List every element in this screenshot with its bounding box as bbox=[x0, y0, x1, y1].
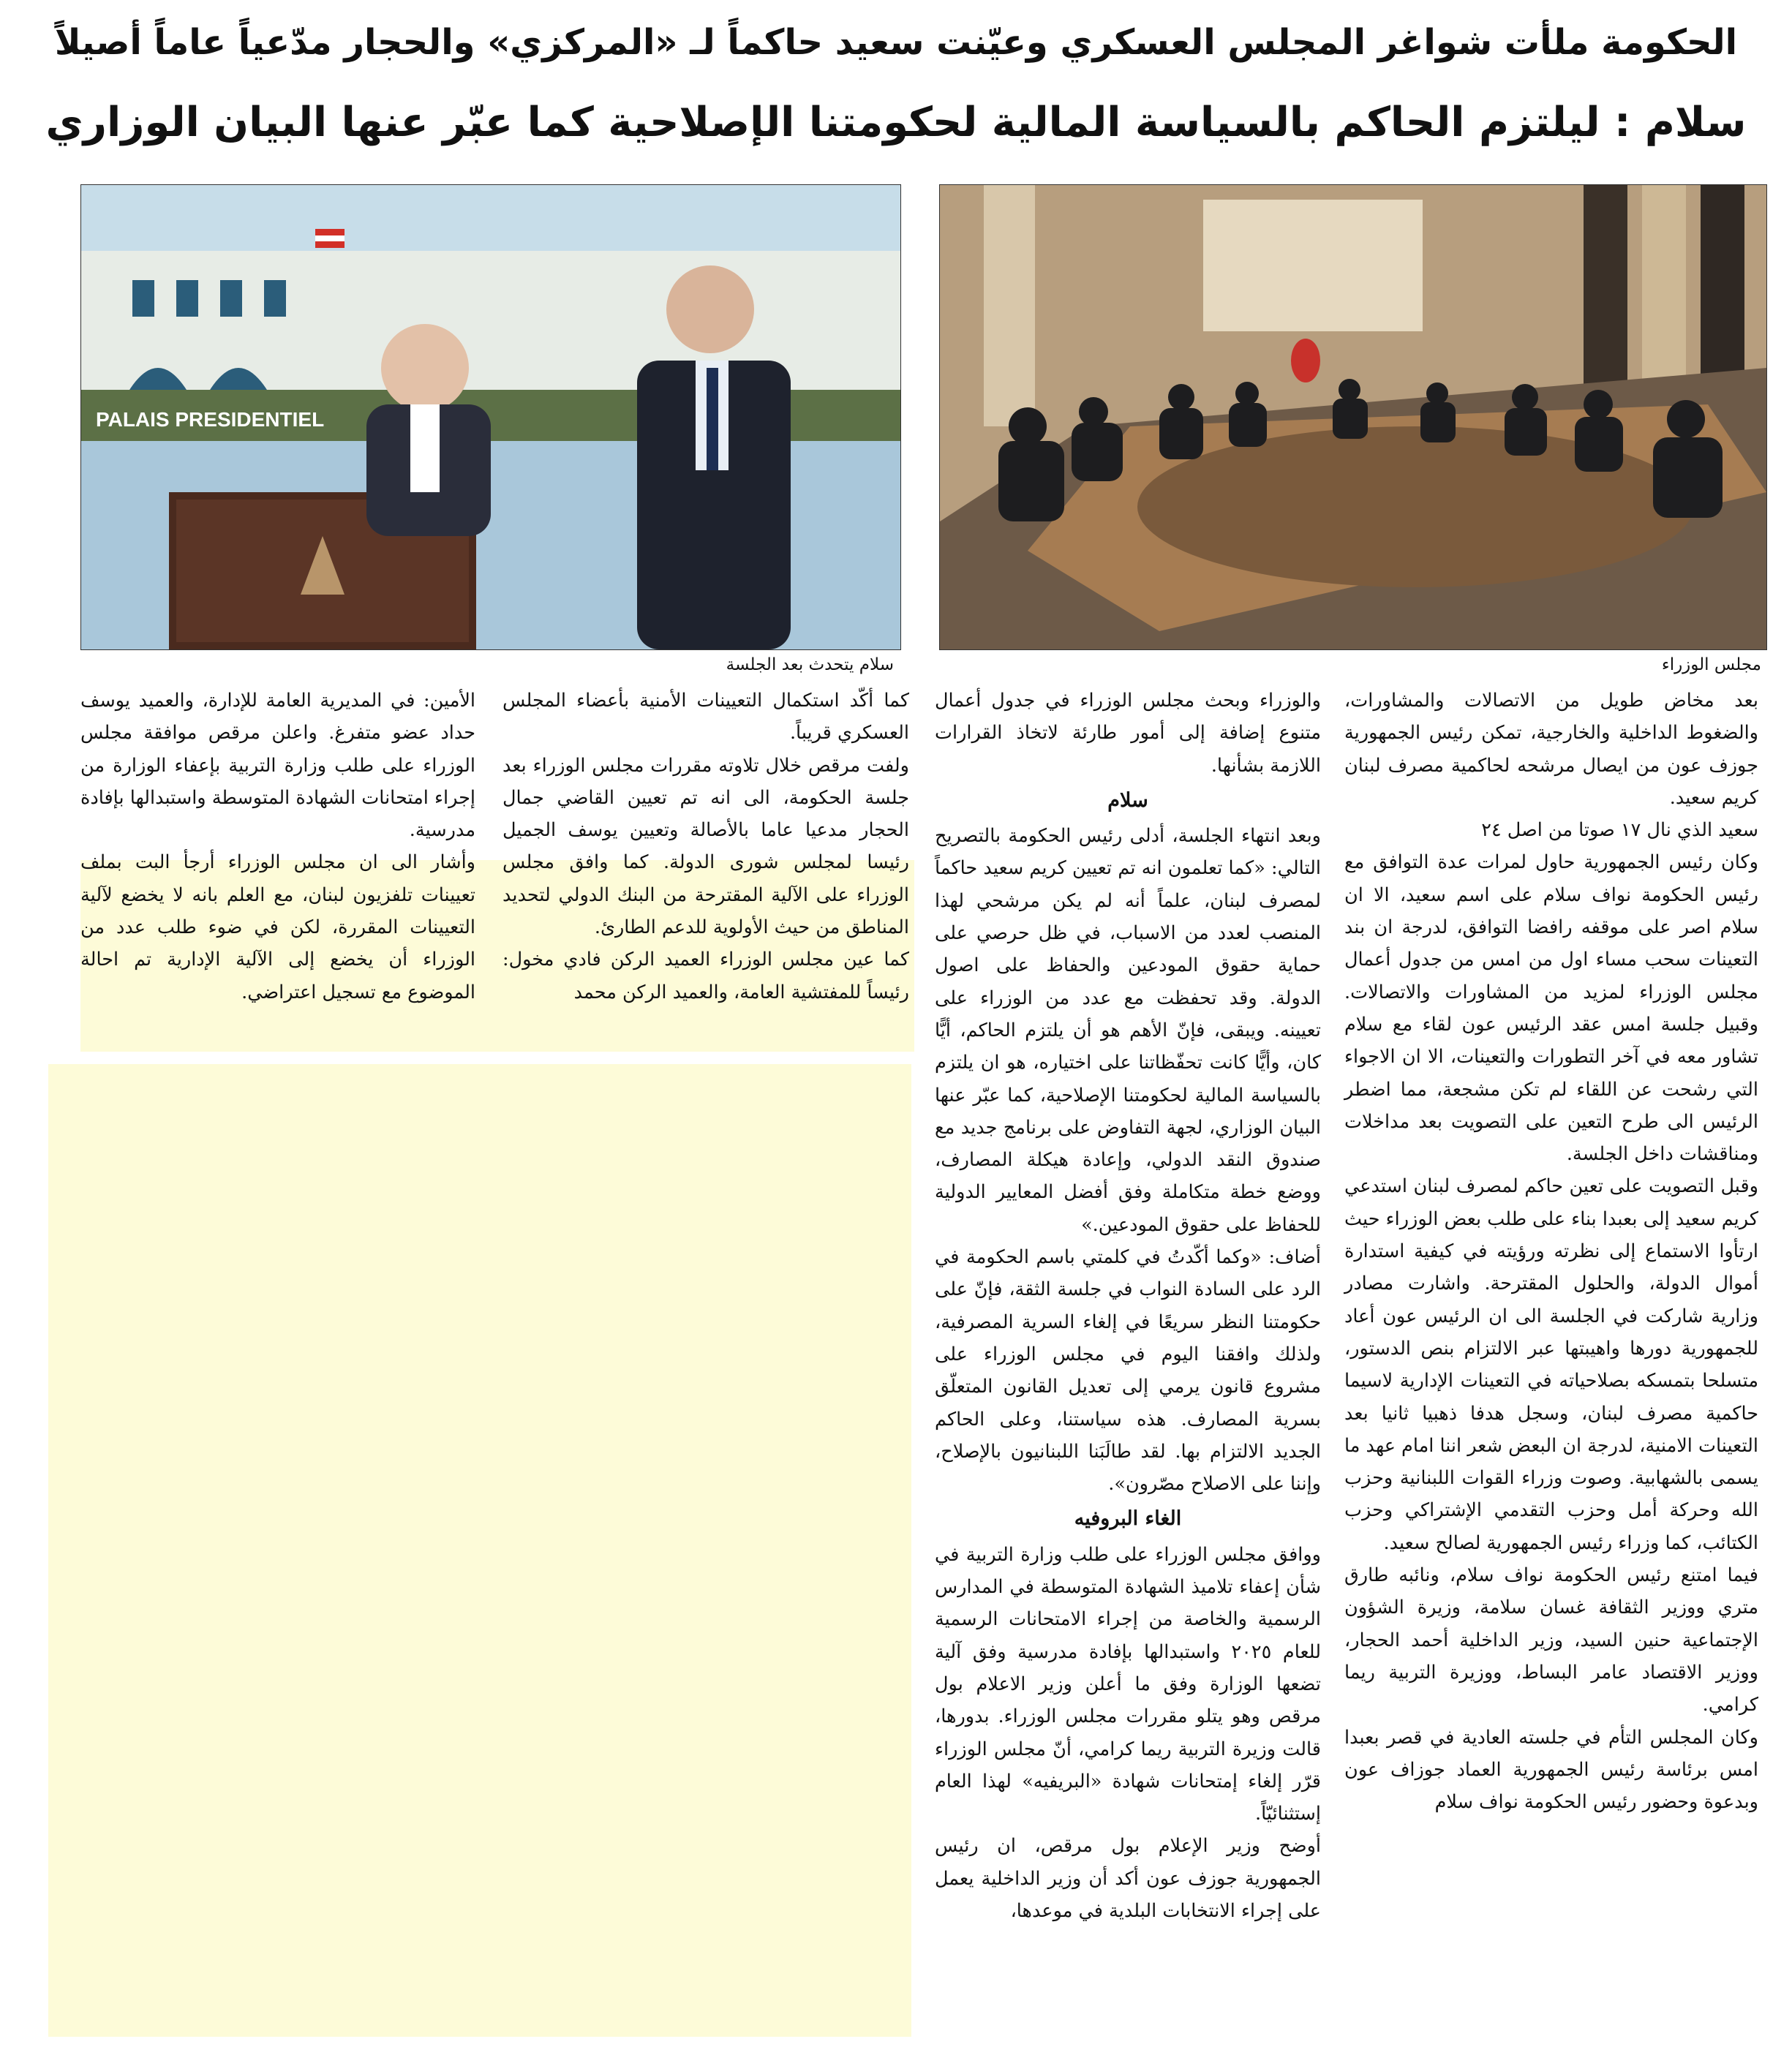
paragraph: سعيد الذي نال ١٧ صوتا من اصل ٢٤ bbox=[1481, 819, 1758, 842]
cabinet-meeting-photo bbox=[939, 184, 1767, 650]
press-conference-photo bbox=[80, 184, 901, 650]
cabinet-meeting-illustration bbox=[940, 185, 1766, 649]
paragraph: وكان المجلس التأم في جلسته العادية في قصر بعبدا امس برئاسة رئيس الجمهورية العماد جوزاف عون وبدعوة وحضور رئيس الحكومة نواف سلام bbox=[1344, 1726, 1758, 1814]
press-conference-illustration bbox=[81, 185, 900, 649]
paragraph: كما عين مجلس الوزراء العميد الركن فادي مخول: رئيساً للمفتشية العامة، والعميد الركن محمد bbox=[502, 949, 909, 1003]
paragraph: أضاف: «وكما أكّدتُ في كلمتي باسم الحكومة في الرد على السادة النواب في جلسة الثقة، فإنّ على حكومتنا النظر سريعًا في إلغاء السرية المصرفية، ولذلك وافقنا اليوم في مجلس الوزراء على مشروع قانون يرمي إلى تعديل القانون المتعلّق بسرية المصارف. هذه سياستنا، وعلى الحاكم الجديد الالتزام بها. لقد طالَبَنا اللبنانيون بالإصلاح، وإننا على الاصلاح مصّرون». bbox=[935, 1246, 1321, 1496]
paragraph: وأشار الى ان مجلس الوزراء أرجأ البت بملف تعيينات تلفزيون لبنان، مع العلم بانه لا يخضع لآلية التعيينات المقررة، لكن في ضوء طلب عدد من الوزراء أن يخضع إلى الآلية الإدارية تم احالة الموضوع مع تسجيل اعتراضي. bbox=[80, 851, 475, 1003]
subheading-salam: سلام bbox=[1107, 788, 1148, 812]
cabinet-photo-caption: مجلس الوزراء bbox=[1661, 655, 1761, 674]
headline-line-2: سلام : ليلتزم الحاكم بالسياسة المالية لحكومتنا الإصلاحية كما عبّر عنها البيان الوزاري bbox=[45, 99, 1747, 146]
article-column-3 bbox=[502, 685, 909, 1009]
paragraph: الأمين: في المديرية العامة للإدارة، والعميد يوسف حداد عضو متفرغ. واعلن مرقص موافقة مجلس الوزراء على طلب وزارة التربية بإعفاء الوزارة من إجراء امتحانات الشهادة المتوسطة واستبدالها بإفادة مدرسية. bbox=[80, 690, 475, 842]
paragraph: وقبل التصويت على تعين حاكم لمصرف لبنان استدعي كريم سعيد إلى بعبدا بناء على طلب بعض الوزراء حيث ارتأوا الاستماع إلى نظرته ورؤيته في كيفية استدارة أموال الدولة، والحلول المقترحة. واشارت مصادر وزارية شاركت في الجلسة الى ان الرئيس عون أعاد للجمهورية دورها واهيبتها عبر الالتزام بنص الدستور، متسلحا بتمسكه بصلاحياته في التعينات الإدارية لاسيما حاكمية مصرف لبنان، وسجل هدفا ذهبيا ثانيا بعد التعينات الامنية، لدرجة ان البعض شعر اننا امام عهد ما يسمى بالشهابية. وصوت وزراء القوات اللبنانية وحزب الله وحركة أمل وحزب التقدمي الإشتراكي وحزب الكتائب، كما وزراء رئيس الجمهورية لصالح سعيد. bbox=[1344, 1175, 1758, 1554]
article-column-2 bbox=[935, 685, 1321, 1927]
presser-photo-caption: سلام يتحدث بعد الجلسة bbox=[726, 655, 894, 674]
paragraph: أوضح وزير الإعلام بول مرقص، ان رئيس الجمهورية جوزف عون أكد أن وزير الداخلية يعمل على إجراء الانتخابات البلدية في موعدها، bbox=[935, 1835, 1321, 1922]
headline-line-1: الحكومة ملأت شواغر المجلس العسكري وعيّنت سعيد حاكماً لـ «المركزي» والحجار مدّعياً عاماً أصيلاً bbox=[54, 22, 1738, 63]
paragraph: فيما امتنع رئيس الحكومة نواف سلام، ونائبه طارق متري ووزير الثقافة غسان سلامة، وزيرة الشؤون الإجتماعية حنين السيد، وزير الداخلية أحمد الحجار، ووزير الاقتصاد عامر البساط، ووزيرة التربية ريما كرامي. bbox=[1344, 1564, 1758, 1716]
paragraph: ولفت مرقص خلال تلاوته مقررات مجلس الوزراء بعد جلسة الحكومة، الى انه تم تعيين القاضي جمال الحجار مدعيا عاما بالأصالة وتعيين يوسف الجميل رئيسا لمجلس شورى الدولة. كما وافق مجلس الوزراء على الآلية المقترحة من البنك الدولي لتحديد المناطق من حيث الأولوية للدعم الطارئ. bbox=[502, 754, 909, 939]
paragraph: والوزراء وبحث مجلس الوزراء في جدول أعمال متنوع إضافة إلى أمور طارئة لاتخاذ القرارات اللازمة بشأنها. bbox=[935, 690, 1321, 777]
paragraph: وبعد انتهاء الجلسة، أدلى رئيس الحكومة بالتصريح التالي: «كما تعلمون انه تم تعيين كريم سعيد حاكماً لمصرف لبنان، علماً أنه لم يكن مرشحي لهذا المنصب لعدد من الاسباب، في ظل حرصي على حماية حقوق المودعين والحفاظ على اصول الدولة. وقد تحفظت مع عدد من الوزراء على تعيينه. ويبقى، فإنّ الأهم هو أن يلتزم الحاكم، أيًّا كان، وأيًّا كانت تحفّظاتنا على اختياره، هو ان يلتزم بالسياسة المالية لحكومتنا الإصلاحية، كما عبّر عنها البيان الوزاري، لجهة التفاوض على برنامج جديد مع صندوق النقد الدولي، وإعادة هيكلة المصارف، ووضع خطة متكاملة وفق أفضل المعايير الدولية للحفاظ على حقوق المودعين.» bbox=[935, 825, 1321, 1236]
subheading-brevet: الغاء البروفيه bbox=[1074, 1507, 1182, 1531]
paragraph: كما أكّد استكمال التعيينات الأمنية بأعضاء المجلس العسكري قريباً. bbox=[502, 690, 909, 744]
article-column-4 bbox=[80, 685, 475, 1009]
paragraph: وكان رئيس الجمهورية حاول لمرات عدة التوافق مع رئيس الحكومة نواف سلام على اسم سعيد، الا ان سلام اصر على موقفه رافضا التوافق، لدرجة ان بند التعينات سحب مساء اول من امس من جدول أعمال مجلس الوزراء لمزيد من المشاورات والاتصالات. وقبيل جلسة امس عقد الرئيس عون لقاء مع سلام تشاور معه في آخر التطورات والتعينات، الا ان الاجواء التي رشحت عن اللقاء لم تكن مشجعة، مما اضطر الرئيس الى طرح التعين على التصويت بعد مداخلات ومناقشات داخل الجلسة. bbox=[1344, 851, 1758, 1166]
article-column-1 bbox=[1344, 685, 1758, 1818]
highlight-box bbox=[48, 1064, 911, 2037]
paragraph: ووافق مجلس الوزراء على طلب وزارة التربية في شأن إعفاء تلاميذ الشهادة المتوسطة في المدارس الرسمية والخاصة من إجراء الامتحانات الرسمية للعام ٢٠٢٥ واستبدالها بإفادة مدرسية وفق آلية تضعها الوزارة وفق ما أعلن وزير الاعلام بول مرقص وهو يتلو مقررات مجلس الوزراء. بدورها، قالت وزيرة التربية ريما كرامي، أنّ مجلس الوزراء قرّر إلغاء إمتحانات شهادة «البريفيه» لهذا العام إستثنائيّاً. bbox=[935, 1543, 1321, 1825]
palais-presidentiel-sign: PALAIS PRESIDENTIEL bbox=[96, 408, 325, 431]
paragraph: بعد مخاض طويل من الاتصالات والمشاورات، والضغوط الداخلية والخارجية، تمكن رئيس الجمهورية جوزف عون من ايصال مرشحه لحاكمية مصرف لبنان كريم سعيد. bbox=[1344, 690, 1758, 809]
